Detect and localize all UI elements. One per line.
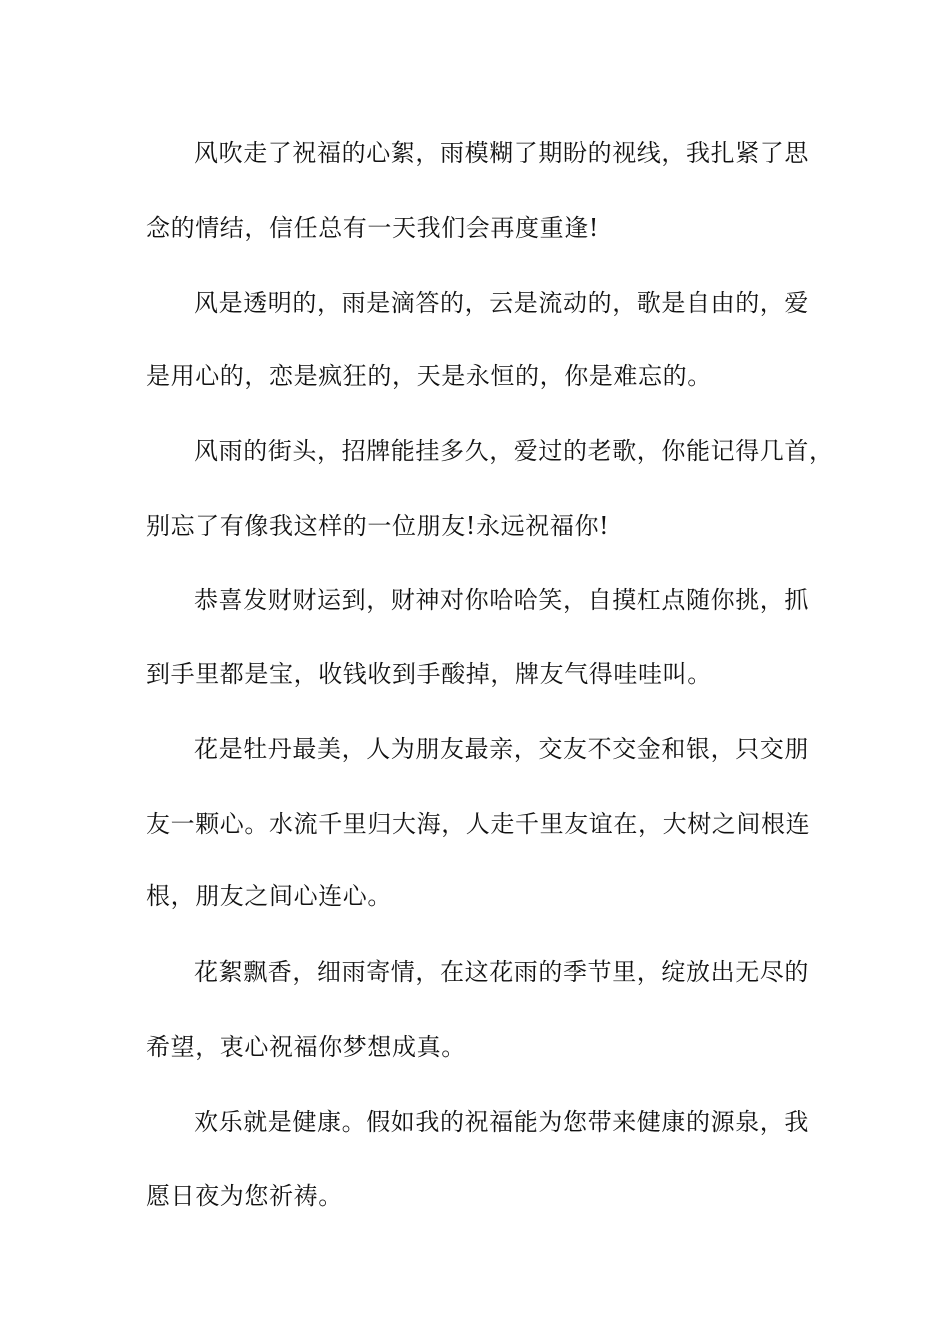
paragraph-4-line-2: 到手里都是宝，收钱收到手酸掉，牌友气得哇哇叫。 xyxy=(146,660,712,688)
paragraph-5-line-1: 花是牡丹最美，人为朋友最亲，交友不交金和银，只交朋 xyxy=(194,735,809,763)
paragraph-1-line-1: 风吹走了祝福的心絮，雨模糊了期盼的视线，我扎紧了思 xyxy=(194,139,809,167)
paragraph-4-line-1: 恭喜发财财运到，财神对你哈哈笑，自摸杠点随你挑，抓 xyxy=(194,586,809,614)
paragraph-5-line-2: 友一颗心。水流千里归大海，人走千里友谊在，大树之间根连 xyxy=(146,810,811,838)
paragraph-5-line-3: 根，朋友之间心连心。 xyxy=(146,882,392,910)
paragraph-1-line-2: 念的情结，信任总有一天我们会再度重逢! xyxy=(146,214,600,242)
paragraph-2-line-1: 风是透明的，雨是滴答的，云是流动的，歌是自由的，爱 xyxy=(194,289,809,317)
paragraph-3-line-1: 风雨的街头，招牌能挂多久，爱过的老歌，你能记得几首， xyxy=(194,437,834,465)
paragraph-7-line-2: 愿日夜为您祈祷。 xyxy=(146,1182,343,1210)
paragraph-7-line-1: 欢乐就是健康。假如我的祝福能为您带来健康的源泉，我 xyxy=(194,1108,809,1136)
paragraph-6-line-1: 花絮飘香，细雨寄情，在这花雨的季节里，绽放出无尽的 xyxy=(194,958,809,986)
paragraph-2-line-2: 是用心的，恋是疯狂的，天是永恒的，你是难忘的。 xyxy=(146,362,712,390)
paragraph-6-line-2: 希望，衷心祝福你梦想成真。 xyxy=(146,1033,466,1061)
paragraph-3-line-2: 别忘了有像我这样的一位朋友!永远祝福你! xyxy=(146,512,610,540)
